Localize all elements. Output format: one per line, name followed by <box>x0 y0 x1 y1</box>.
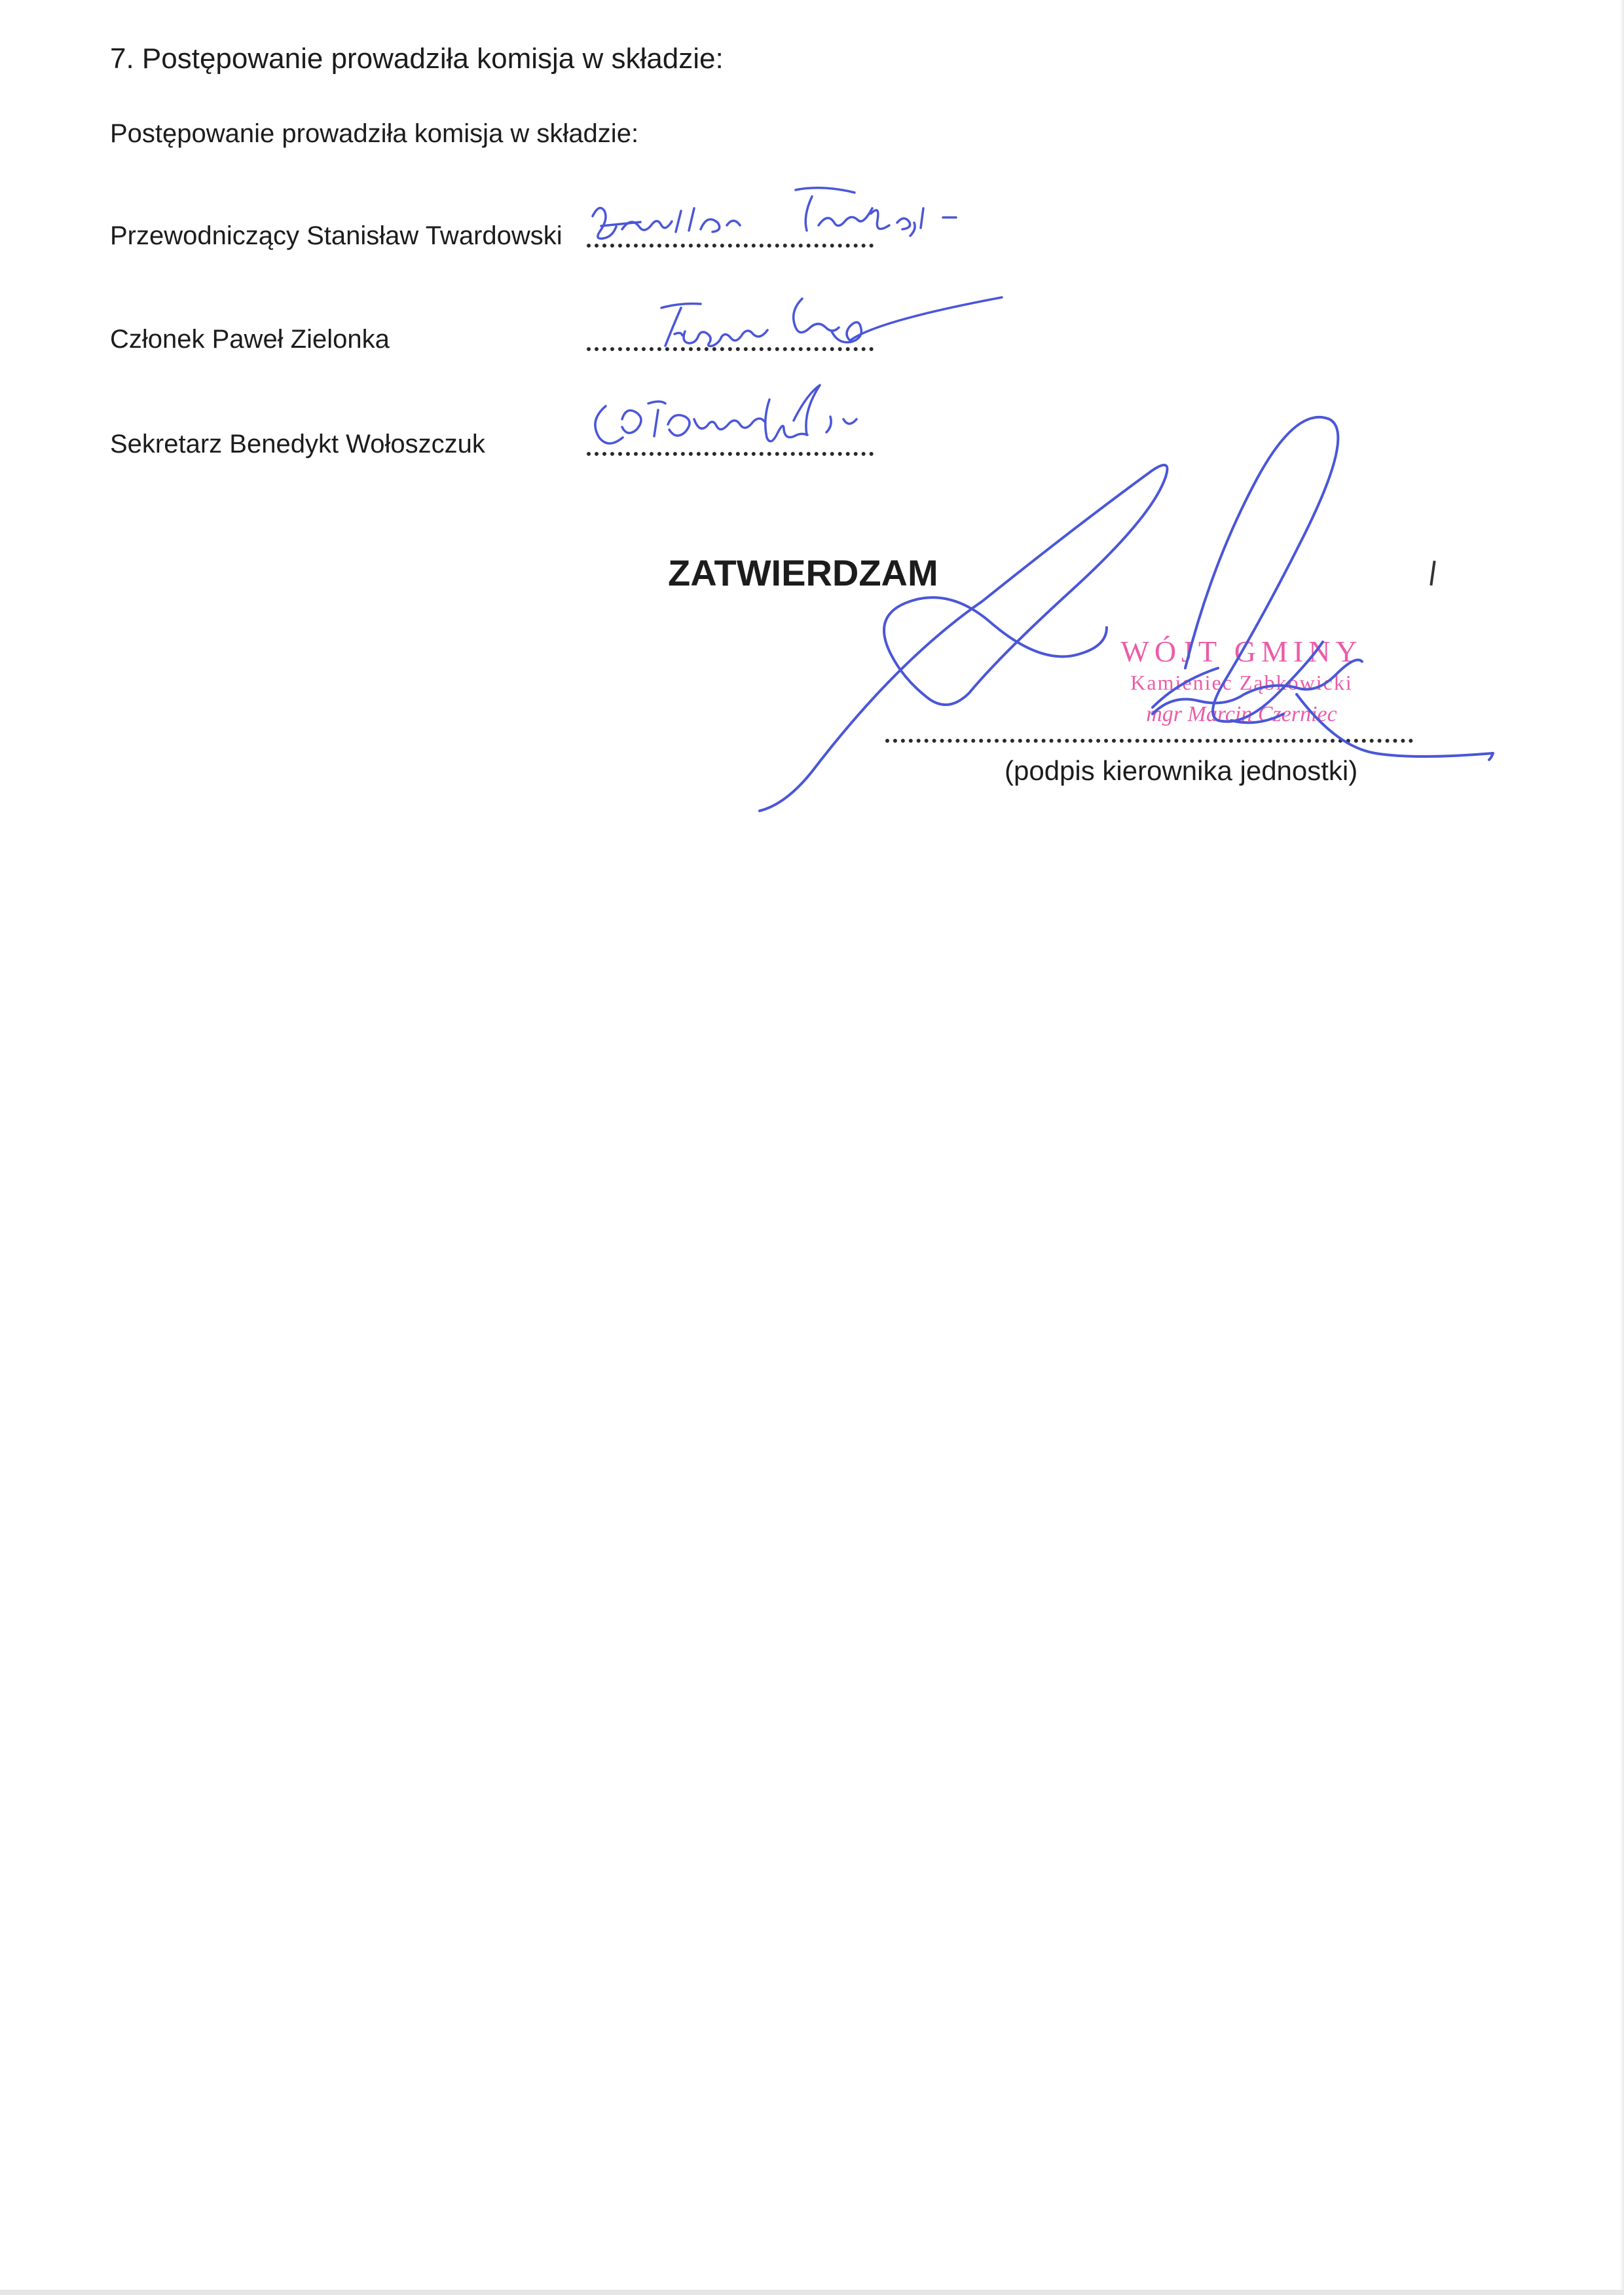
head-signature-caption: (podpis kierownika jednostki) <box>1005 755 1358 786</box>
secretary-signature <box>595 385 857 443</box>
secretary-label: Sekretarz Benedykt Wołoszczuk <box>110 430 485 458</box>
head-signature <box>760 417 1493 811</box>
member-signature <box>661 297 1002 346</box>
approval-heading: ZATWIERDZAM <box>668 552 938 593</box>
stamp-title: WÓJT GMINY <box>1120 635 1363 668</box>
section-heading: 7. Postępowanie prowadziła komisja w składzie: <box>110 43 724 75</box>
chairman-signature <box>593 188 956 238</box>
stamp-name: mgr Marcin Czerniec <box>1146 702 1337 726</box>
scan-edge-bottom <box>0 2290 1624 2295</box>
intro-text: Postępowanie prowadziła komisja w składzie: <box>110 119 639 148</box>
chairman-label: Przewodniczący Stanisław Twardowski <box>110 221 563 250</box>
scan-edge <box>1620 0 1624 2295</box>
member-label: Członek Paweł Zielonka <box>110 325 390 354</box>
stamp-subtitle: Kamieniec Ząbkowicki <box>1130 671 1353 694</box>
